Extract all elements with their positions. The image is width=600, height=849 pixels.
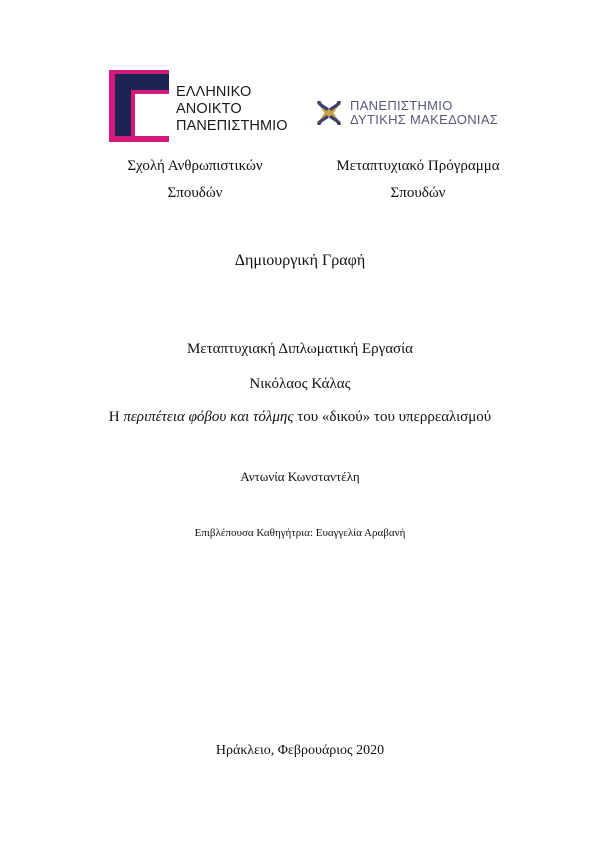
eap-logo-magenta-inner: [131, 90, 169, 136]
poet-name: Νικόλαος Κάλας: [249, 376, 351, 392]
eap-logo-line-2: ΑΝΟΙΚΤΟ: [176, 101, 242, 117]
eap-logo-text: [176, 84, 288, 135]
school-name-line-1: Σχολή Ανθρωπιστικών: [127, 158, 263, 174]
thesis-title-suffix: του «δικού» του υπερρεαλισμού: [293, 409, 492, 425]
school-name: [100, 153, 290, 207]
school-name-line-2: Σπουδών: [167, 185, 223, 201]
study-program-line-1: Μεταπτυχιακό Πρόγραμμα: [336, 158, 500, 174]
supervisor: Επιβλέπουσα Καθηγήτρια: Ευαγγελία Αραβανή: [194, 527, 406, 539]
uowm-logo-line-2: ΔΥΤΙΚΗΣ ΜΑΚΕΔΟΝΙΑΣ: [350, 112, 499, 127]
thesis-title-prefix: Η: [108, 409, 124, 425]
program-name: Δημιουργική Γραφή: [234, 252, 366, 269]
thesis-title: [0, 409, 600, 426]
uowm-logo-text: [350, 99, 498, 127]
eap-logo-navy-shape: [115, 74, 169, 136]
author-name: Αντωνία Κωνσταντέλη: [240, 469, 360, 484]
uowm-logo-line-1: ΠΑΝΕΠΙΣΤΗΜΙΟ: [350, 98, 453, 113]
study-program-label: [318, 153, 518, 207]
place-date: Ηράκλειο, Φεβρουάριος 2020: [215, 743, 385, 758]
eap-logo-line-3: ΠΑΝΕΠΙΣΤΗΜΙΟ: [176, 118, 288, 134]
uowm-emblem-icon: [313, 97, 345, 129]
eap-logo-line-1: ΕΛΛΗΝΙΚΟ: [176, 84, 252, 100]
thesis-type: Μεταπτυχιακή Διπλωματική Εργασία: [186, 341, 414, 357]
study-program-line-2: Σπουδών: [390, 185, 446, 201]
thesis-title-italic: περιπέτεια φόβου και τόλμης: [123, 409, 294, 425]
